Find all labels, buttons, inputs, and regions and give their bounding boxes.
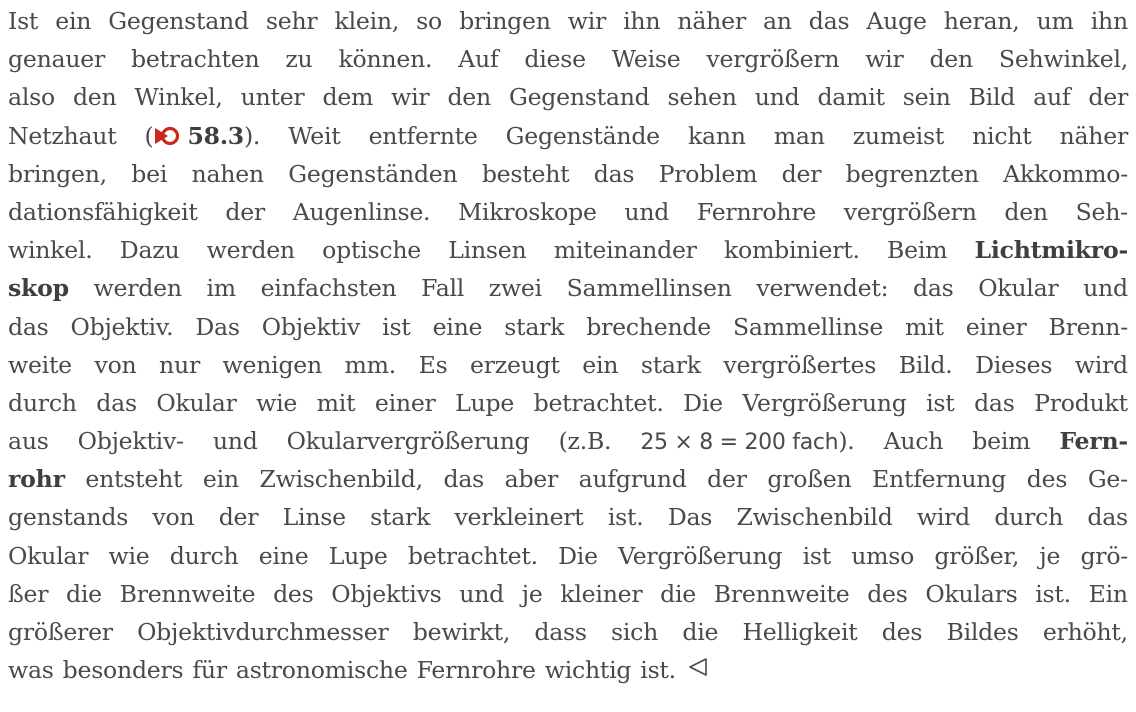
bold-term: Fern-	[1059, 427, 1128, 456]
word: Produkt	[1034, 388, 1128, 417]
word: nahen	[191, 159, 264, 188]
text-line	[8, 384, 1128, 422]
word: erzeugt	[470, 350, 560, 379]
word: Objektivdurchmesser	[137, 618, 389, 646]
formula-example	[640, 422, 854, 462]
word: einfachsten	[260, 274, 397, 303]
word: sich	[611, 618, 659, 646]
word: begrenzten	[845, 159, 979, 188]
word: wird	[916, 503, 971, 532]
word: Okular	[8, 541, 89, 570]
word: werden	[93, 274, 182, 303]
word: Objektiv-	[77, 427, 184, 456]
word: eine	[258, 541, 309, 570]
word: Es	[418, 350, 448, 379]
word: ihn	[623, 7, 661, 35]
word: der	[225, 197, 265, 226]
word: ein	[582, 350, 619, 379]
word: kann	[687, 121, 746, 150]
word: Sammellinse	[733, 312, 884, 341]
word: auf	[1033, 83, 1071, 112]
word: größerer	[8, 618, 113, 646]
word: stark	[640, 350, 701, 379]
text-line	[8, 460, 1128, 498]
word: Seh-	[1075, 197, 1128, 226]
word: besteht	[481, 159, 570, 188]
word: einer	[965, 312, 1027, 341]
word: Winkel,	[134, 83, 223, 112]
word: Zwischenbild	[736, 503, 893, 532]
word: das	[8, 312, 49, 341]
word: Fernrohre	[696, 197, 817, 226]
word: Weit	[288, 121, 341, 150]
word: großen	[767, 465, 852, 494]
word: Bild	[968, 83, 1016, 112]
end-of-section-triangle-icon	[687, 656, 709, 678]
word: Linse	[282, 503, 346, 532]
word: und	[1083, 274, 1128, 303]
word: Helligkeit	[742, 618, 858, 646]
word: und	[754, 83, 800, 112]
figure-reference[interactable]	[145, 117, 261, 155]
word: entsteht	[85, 465, 183, 494]
word: und	[624, 197, 670, 226]
text-line	[8, 346, 1128, 384]
word: für	[192, 656, 227, 685]
word: man	[773, 121, 825, 150]
word: wenigen	[222, 350, 322, 379]
text-line	[8, 117, 1128, 155]
word: Zwischenbild,	[259, 465, 423, 494]
word: um	[1036, 7, 1074, 35]
word: Augenlinse.	[292, 197, 431, 226]
word: Fall	[421, 274, 465, 303]
cross-reference-icon[interactable]	[153, 125, 183, 147]
word: klein,	[334, 7, 400, 35]
text-line	[8, 537, 1128, 575]
word: weite	[8, 350, 72, 379]
word: sein	[902, 83, 951, 112]
word: betrachtet.	[407, 541, 538, 570]
word: Bildes	[946, 618, 1019, 646]
word: näher	[1059, 121, 1128, 150]
paren: (	[144, 121, 154, 150]
word: Brennweite	[713, 579, 850, 608]
word: Objektivs	[331, 579, 442, 608]
word: vergrößern	[706, 45, 840, 74]
word: der	[1088, 83, 1128, 112]
word: von	[94, 350, 137, 379]
word: also	[8, 83, 55, 112]
word: stark	[504, 312, 565, 341]
word: Gegenstände	[505, 121, 660, 150]
word: je	[521, 579, 543, 608]
word: umso	[851, 541, 915, 570]
bold-term: Lichtmikro-	[974, 236, 1128, 265]
word: Problem	[658, 159, 758, 188]
word: Auf	[458, 45, 499, 74]
word: ist	[926, 388, 955, 417]
word: bringen,	[8, 159, 107, 188]
word: Ge-	[1087, 465, 1128, 494]
word: Beim	[887, 236, 948, 265]
word: Okular	[978, 274, 1059, 303]
word: Das	[667, 503, 713, 532]
word: wie	[108, 541, 150, 570]
word: so	[416, 7, 442, 35]
text-line	[8, 2, 1128, 40]
word: werden	[206, 236, 295, 265]
word: der	[218, 503, 259, 532]
text-line	[8, 193, 1128, 231]
word: Linsen	[448, 236, 527, 265]
word: grö-	[1080, 541, 1128, 570]
word: ist.	[607, 503, 644, 532]
word: vergrößertes	[723, 350, 877, 379]
word: ein	[202, 465, 239, 494]
word: dass	[534, 618, 587, 646]
word: Okular	[156, 388, 237, 417]
paren: ).	[243, 121, 261, 150]
word: je	[1039, 541, 1061, 570]
word: der	[707, 465, 747, 494]
word: Netzhaut	[8, 121, 117, 150]
word: was	[8, 656, 54, 685]
word: mm.	[344, 350, 397, 379]
word: optische	[322, 236, 421, 265]
word: im	[206, 274, 236, 303]
word: ist	[802, 541, 831, 570]
word: unter	[240, 83, 305, 112]
word: die	[66, 579, 102, 608]
text-line	[8, 422, 1128, 460]
text-paragraph	[8, 2, 1128, 689]
word: wir	[865, 45, 904, 74]
reference-number[interactable]: 58.3	[187, 121, 244, 150]
text-line	[8, 40, 1128, 78]
word: eine	[432, 312, 483, 341]
word: betrachten	[130, 45, 260, 74]
text-line	[8, 78, 1128, 116]
word: den	[72, 83, 117, 112]
word: Vergrößerung	[742, 388, 907, 417]
word: genauer	[8, 45, 106, 74]
word: miteinander	[553, 236, 697, 265]
word: Auge	[866, 7, 927, 35]
word: mit	[316, 388, 356, 417]
text-line	[8, 269, 1128, 307]
word: wichtig	[544, 656, 632, 685]
text-line	[8, 498, 1128, 536]
word: den	[929, 45, 973, 74]
bold-term: rohr	[8, 465, 65, 494]
word: Brennweite	[119, 579, 256, 608]
word: nur	[159, 350, 200, 379]
word: Sehwinkel,	[998, 45, 1128, 74]
word: durch	[169, 541, 239, 570]
text-line	[8, 231, 1128, 269]
word: dationsfähigkeit	[8, 197, 198, 226]
word: zumeist	[852, 121, 945, 150]
word: (z.B.	[558, 427, 612, 456]
word: dem	[322, 83, 374, 112]
word: brechende	[586, 312, 711, 341]
word: Akkommo-	[1003, 159, 1128, 188]
word: ein	[55, 7, 92, 35]
word: zu	[285, 45, 313, 74]
word: ist	[382, 312, 411, 341]
word: erhöht,	[1042, 618, 1128, 646]
word: Weise	[611, 45, 681, 74]
word: einer	[374, 388, 436, 417]
text-line	[8, 575, 1128, 613]
word: Auch	[883, 427, 944, 456]
word: wir	[391, 83, 430, 112]
word: durch	[8, 388, 77, 417]
word: und	[459, 579, 505, 608]
word: ist.	[640, 656, 676, 685]
word: die	[682, 618, 719, 646]
text-line	[8, 613, 1128, 651]
word: das	[808, 7, 850, 35]
word: durch	[994, 503, 1064, 532]
word: den	[1004, 197, 1048, 226]
word: wie	[256, 388, 298, 417]
word: heran,	[943, 7, 1020, 35]
word: Objektiv.	[70, 312, 174, 341]
word: aus	[8, 427, 49, 456]
text-line	[8, 308, 1128, 346]
word: bei	[131, 159, 168, 188]
word: Das	[195, 312, 240, 341]
word: bringen	[459, 7, 551, 35]
word: Okulars	[925, 579, 1018, 608]
word: des	[867, 579, 908, 608]
word: Ist	[8, 7, 39, 35]
word: von	[152, 503, 195, 532]
word: Bild.	[898, 350, 953, 379]
word: betrachtet.	[533, 388, 664, 417]
word: wird	[1074, 350, 1128, 379]
formula-text: 25 × 8 = 200 fach	[640, 430, 839, 456]
word: näher	[677, 7, 746, 35]
word: das	[443, 465, 484, 494]
word: diese	[524, 45, 586, 74]
word: Mikroskope	[458, 197, 597, 226]
word: das	[974, 388, 1015, 417]
word: an	[762, 7, 792, 35]
word: Okularvergrößerung	[286, 427, 530, 456]
word: Vergrößerung	[618, 541, 783, 570]
word: das	[96, 388, 137, 417]
word: des	[273, 579, 314, 608]
formula-tail: ).	[838, 427, 855, 456]
word: kleiner	[560, 579, 643, 608]
word: ihn	[1090, 7, 1128, 35]
word: und	[212, 427, 258, 456]
word: sehen	[667, 83, 737, 112]
word: können.	[338, 45, 433, 74]
word: verkleinert	[454, 503, 584, 532]
word: Dieses	[975, 350, 1053, 379]
word: Fernrohre	[416, 656, 536, 685]
word: ßer	[8, 579, 49, 608]
word: Lupe	[455, 388, 515, 417]
word: beim	[972, 427, 1031, 456]
word: bewirkt,	[412, 618, 511, 646]
word: größer,	[934, 541, 1020, 570]
word: stark	[370, 503, 431, 532]
text-line	[8, 155, 1128, 193]
word: Dazu	[119, 236, 180, 265]
word: Ein	[1088, 579, 1128, 608]
word: mit	[905, 312, 944, 341]
word: Lupe	[328, 541, 388, 570]
word: Gegenständen	[288, 159, 458, 188]
word: Die	[683, 388, 723, 417]
word: Gegenstand	[108, 7, 249, 35]
word: Objektiv	[261, 312, 361, 341]
word: Sammellinsen	[566, 274, 732, 303]
word: kombiniert.	[723, 236, 860, 265]
word: damit	[817, 83, 885, 112]
word: winkel.	[8, 236, 93, 265]
word: verwendet:	[756, 274, 889, 303]
word: zwei	[488, 274, 542, 303]
word: Gegenstand	[508, 83, 650, 112]
word: vergrößern	[843, 197, 977, 226]
word: sehr	[265, 7, 318, 35]
word: Entfernung	[872, 465, 1007, 494]
word: Die	[558, 541, 598, 570]
word: des	[881, 618, 923, 646]
text-line	[8, 651, 1128, 689]
word: der	[781, 159, 822, 188]
word: ist.	[1035, 579, 1071, 608]
word: das	[1087, 503, 1128, 532]
word: astronomische	[235, 656, 408, 685]
word: nicht	[972, 121, 1032, 150]
word: wir	[567, 7, 607, 35]
word: das	[912, 274, 954, 303]
word: besonders	[62, 656, 184, 685]
word: entfernte	[368, 121, 478, 150]
word: die	[660, 579, 697, 608]
bold-term: skop	[8, 274, 69, 303]
word: aber	[504, 465, 559, 494]
word: Brenn-	[1048, 312, 1128, 341]
word: den	[447, 83, 491, 112]
word: das	[593, 159, 635, 188]
word: genstands	[8, 503, 129, 532]
word: aufgrund	[578, 465, 687, 494]
word: des	[1026, 465, 1068, 494]
